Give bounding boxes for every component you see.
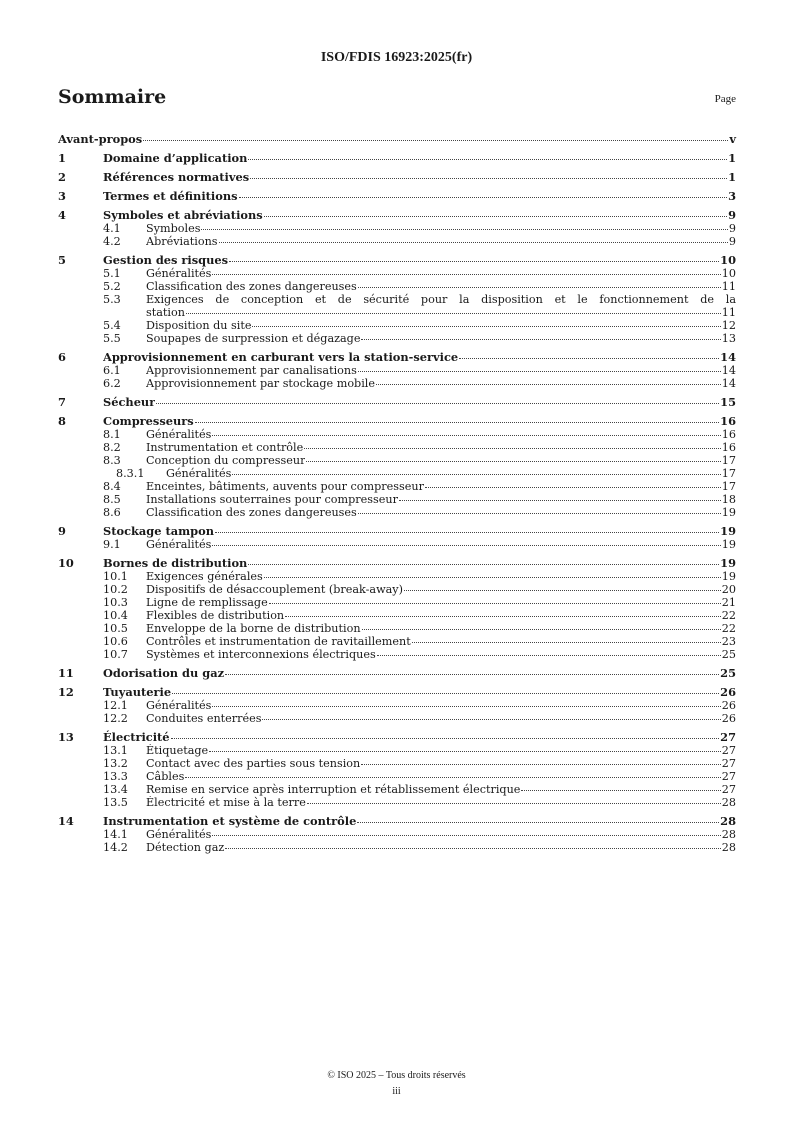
toc-subentry-number: 13.5: [103, 796, 128, 809]
toc-entry[interactable]: [58, 414, 736, 428]
toc-section: [58, 814, 736, 854]
toc-subentry-number: 10.3: [103, 596, 128, 609]
toc-entry-page: 14: [720, 350, 736, 364]
toc-subentry-number: 9.1: [103, 538, 121, 551]
toc-subentry[interactable]: [58, 293, 736, 319]
toc-subentry-number: 8.6: [103, 506, 121, 519]
toc-subentry-label: Généralités: [166, 467, 232, 480]
toc-leader-dots: [248, 564, 719, 565]
toc-leader-dots: [239, 197, 728, 198]
toc-subentry-label: Approvisionnement par stockage mobile: [146, 377, 375, 390]
toc-subentry-number: 5.5: [103, 332, 121, 345]
toc-subentry-label: Enceintes, bâtiments, auvents pour compresseur: [146, 480, 424, 493]
toc-subentry-label: Conception du compresseur: [146, 454, 306, 467]
toc-subentry-label-continued: station: [146, 306, 185, 319]
toc-subentry-page: 14: [721, 377, 736, 390]
toc-subentry-line: [58, 306, 736, 319]
toc-subentry-page: 28: [721, 796, 736, 809]
toc-subentry-page: 19: [721, 538, 736, 551]
toc-entry-label: Tuyauterie: [103, 685, 172, 699]
toc-subentry-label: Conduites enterrées: [146, 712, 262, 725]
toc-leader-dots: [306, 461, 720, 462]
toc-subentry-label: Classification des zones dangereuses: [146, 506, 357, 519]
toc-subentry[interactable]: [58, 828, 736, 841]
toc-leader-dots: [172, 693, 719, 694]
toc-subentry-label: Soupapes de surpression et dégazage: [146, 332, 361, 345]
toc-entry-number: 10: [58, 556, 74, 570]
toc-section: [58, 556, 736, 661]
toc-subentry-number: 14.2: [103, 841, 128, 854]
toc-leader-dots: [143, 140, 728, 141]
toc-leader-dots: [209, 751, 721, 752]
toc-entry-label: Instrumentation et système de contrôle: [103, 814, 357, 828]
toc-entry[interactable]: [58, 685, 736, 699]
toc-section: [58, 395, 736, 409]
toc-subentry-page: 28: [721, 828, 736, 841]
copyright-notice: © ISO 2025 – Tous droits réservés: [327, 1070, 466, 1081]
page-title: Sommaire: [58, 86, 167, 108]
toc-entry-label: Compresseurs: [103, 414, 194, 428]
toc-subentry-number: 8.5: [103, 493, 121, 506]
toc-subentry-label: Généralités: [146, 428, 212, 441]
toc-entry[interactable]: [58, 132, 736, 146]
toc-section: [58, 132, 736, 146]
toc-subentry-page: 23: [721, 635, 736, 648]
toc-subentry-label: Exigences générales: [146, 570, 263, 583]
toc-leader-dots: [219, 242, 728, 243]
toc-subentry[interactable]: [58, 480, 736, 493]
toc-entry-number: 2: [58, 170, 66, 184]
toc-subentry[interactable]: [58, 583, 736, 596]
toc-subentry-page: 26: [721, 699, 736, 712]
toc-entry-number: 12: [58, 685, 74, 699]
toc-leader-dots: [248, 159, 727, 160]
toc-subentry-label: Exigences de conception et de sécurité pour la disposition et le fonctionnement de la: [146, 293, 736, 306]
toc-leader-dots: [358, 513, 721, 514]
toc-subentry[interactable]: [58, 744, 736, 757]
toc-subentry-label: Généralités: [146, 828, 212, 841]
toc-subentry[interactable]: [58, 235, 736, 248]
toc-subentry-label: Installations souterraines pour compresseur: [146, 493, 398, 506]
toc-entry[interactable]: [58, 170, 736, 184]
toc-subentry-number: 13.3: [103, 770, 128, 783]
toc-leader-dots: [262, 719, 720, 720]
toc-leader-dots: [459, 358, 719, 359]
toc-leader-dots: [304, 448, 721, 449]
toc-subentry[interactable]: [58, 648, 736, 661]
toc-entry-number: 11: [58, 666, 74, 680]
toc-subentry-number: 12.2: [103, 712, 128, 725]
toc-leader-dots: [195, 422, 719, 423]
toc-entry-page: 28: [720, 814, 736, 828]
toc-entry-page: 27: [720, 730, 736, 744]
toc-subentry-label: Disposition du site: [146, 319, 252, 332]
toc-subentry[interactable]: [58, 267, 736, 280]
toc-leader-dots: [425, 487, 721, 488]
toc-leader-dots: [212, 435, 720, 436]
toc-subentry-page: 20: [721, 583, 736, 596]
toc-section: [58, 170, 736, 184]
toc-entry-page: 26: [720, 685, 736, 699]
toc-subentry-page: 22: [721, 622, 736, 635]
toc-leader-dots: [232, 474, 720, 475]
toc-entry-number: 7: [58, 395, 66, 409]
toc-leader-dots: [269, 603, 721, 604]
toc-entry[interactable]: [58, 208, 736, 222]
toc-leader-dots: [404, 590, 721, 591]
toc-subentry[interactable]: [58, 699, 736, 712]
toc-subentry-page: 19: [721, 570, 736, 583]
toc-subentry-label: Détection gaz: [146, 841, 225, 854]
toc-entry[interactable]: [58, 189, 736, 203]
toc-subentry-page: 27: [721, 770, 736, 783]
toc-subentry-label: Câbles: [146, 770, 185, 783]
toc-subentry[interactable]: [58, 596, 736, 609]
toc-leader-dots: [361, 339, 720, 340]
toc-leader-dots: [412, 642, 721, 643]
toc-leader-dots: [285, 616, 721, 617]
toc-subentry-line: [58, 293, 736, 306]
toc-entry[interactable]: [58, 151, 736, 165]
toc-leader-dots: [212, 545, 720, 546]
toc-leader-dots: [212, 274, 720, 275]
toc-subentry[interactable]: [58, 770, 736, 783]
toc-subentry-number: 12.1: [103, 699, 128, 712]
toc-entry[interactable]: [58, 730, 736, 744]
toc-subentry-page: 11: [721, 306, 736, 319]
toc-leader-dots: [521, 790, 720, 791]
toc-subentry-label: Contact avec des parties sous tension: [146, 757, 361, 770]
toc-subentry-page: 14: [721, 364, 736, 377]
toc-leader-dots: [377, 655, 721, 656]
toc-leader-dots: [361, 764, 721, 765]
toc-subentry-label: Étiquetage: [146, 744, 209, 757]
toc-subentry-page: 17: [721, 480, 736, 493]
toc-entry-number: 9: [58, 524, 66, 538]
toc-subentry-label: Systèmes et interconnexions électriques: [146, 648, 376, 661]
toc-subentry-label: Électricité et mise à la terre: [146, 796, 306, 809]
toc-subentry-number: 10.6: [103, 635, 128, 648]
toc-entry-label: Bornes de distribution: [103, 556, 248, 570]
toc-subentry-page: 16: [721, 428, 736, 441]
toc-subentry-number: 10.5: [103, 622, 128, 635]
toc-entry[interactable]: [58, 395, 736, 409]
toc-section: [58, 208, 736, 248]
toc-subentry-label: Instrumentation et contrôle: [146, 441, 304, 454]
page-column-label: Page: [714, 93, 736, 105]
toc-subentry-page: 17: [721, 467, 736, 480]
toc-subentry-number: 6.1: [103, 364, 121, 377]
toc-subentry-number: 4.1: [103, 222, 121, 235]
toc-subentry-page: 22: [721, 609, 736, 622]
toc-leader-dots: [264, 577, 721, 578]
toc-entry-number: 1: [58, 151, 66, 165]
toc-subentry-label: Généralités: [146, 267, 212, 280]
toc-entry-number: 4: [58, 208, 66, 222]
toc-subentry-number: 14.1: [103, 828, 128, 841]
toc-entry-page: 3: [728, 189, 736, 203]
toc-subentry-label: Contrôles et instrumentation de ravitaillement: [146, 635, 411, 648]
toc-leader-dots: [186, 313, 721, 314]
toc-leader-dots: [357, 822, 719, 823]
toc-entry-label: Gestion des risques: [103, 253, 229, 267]
toc-leader-dots: [156, 403, 719, 404]
toc-entry-number: 6: [58, 350, 66, 364]
toc-entry-label: Domaine d’application: [103, 151, 248, 165]
toc-subentry[interactable]: [58, 467, 736, 480]
toc-entry[interactable]: [58, 253, 736, 267]
toc-subentry[interactable]: [58, 506, 736, 519]
toc-subentry[interactable]: [58, 635, 736, 648]
toc-subentry[interactable]: [58, 364, 736, 377]
title-row: [58, 86, 736, 112]
toc-subentry-number: 8.4: [103, 480, 121, 493]
toc-entry-label: Avant-propos: [58, 132, 143, 146]
toc-section: [58, 151, 736, 165]
toc-entry-number: 3: [58, 189, 66, 203]
toc-entry-label: Termes et définitions: [103, 189, 238, 203]
toc-entry[interactable]: [58, 814, 736, 828]
toc-leader-dots: [171, 738, 720, 739]
toc-entry-page: 25: [720, 666, 736, 680]
toc-subentry-label: Dispositifs de désaccouplement (break-away): [146, 583, 403, 596]
toc-entry-label: Stockage tampon: [103, 524, 215, 538]
toc-subentry-page: 25: [721, 648, 736, 661]
toc-subentry-number: 5.4: [103, 319, 121, 332]
toc-entry-label: Odorisation du gaz: [103, 666, 225, 680]
toc-subentry-number: 4.2: [103, 235, 121, 248]
toc-entry-label: Approvisionnement en carburant vers la station-service: [103, 350, 459, 364]
toc-leader-dots: [250, 178, 727, 179]
toc-entry-page: 10: [720, 253, 736, 267]
toc-subentry-label: Remise en service après interruption et rétablissement électrique: [146, 783, 521, 796]
toc-subentry-number: 5.2: [103, 280, 121, 293]
toc-entry-label: Sécheur: [103, 395, 156, 409]
toc-subentry-number: 6.2: [103, 377, 121, 390]
toc-subentry[interactable]: [58, 622, 736, 635]
toc-entry-page: 19: [720, 556, 736, 570]
toc-leader-dots: [229, 261, 719, 262]
toc-subentry-page: 18: [721, 493, 736, 506]
toc-subentry-number: 13.4: [103, 783, 128, 796]
toc-subentry-page: 9: [728, 222, 736, 235]
toc-subentry-label: Approvisionnement par canalisations: [146, 364, 357, 377]
toc-entry-label: Symboles et abréviations: [103, 208, 263, 222]
toc-subentry-number: 8.1: [103, 428, 121, 441]
toc-subentry[interactable]: [58, 332, 736, 345]
toc-subentry-number: 10.4: [103, 609, 128, 622]
toc-subentry-page: 27: [721, 744, 736, 757]
toc-entry-number: 5: [58, 253, 66, 267]
toc-subentry-page: 13: [721, 332, 736, 345]
toc-subentry-page: 11: [721, 280, 736, 293]
toc-subentry-label: Classification des zones dangereuses: [146, 280, 357, 293]
toc-subentry[interactable]: [58, 538, 736, 551]
toc-subentry-number: 8.2: [103, 441, 121, 454]
toc-entry[interactable]: [58, 556, 736, 570]
toc-subentry-page: 19: [721, 506, 736, 519]
toc-subentry-label: Symboles: [146, 222, 201, 235]
toc-subentry[interactable]: [58, 841, 736, 854]
page-number: iii: [392, 1086, 401, 1097]
toc-leader-dots: [201, 229, 727, 230]
toc-subentry-page: 28: [721, 841, 736, 854]
toc-section: [58, 189, 736, 203]
toc-leader-dots: [212, 706, 720, 707]
toc-subentry-page: 10: [721, 267, 736, 280]
toc-subentry-number: 10.1: [103, 570, 128, 583]
toc-entry-page: 1: [728, 170, 736, 184]
toc-section: [58, 666, 736, 680]
toc-subentry[interactable]: [58, 222, 736, 235]
toc-section: [58, 524, 736, 551]
toc-subentry-page: 27: [721, 757, 736, 770]
toc-subentry[interactable]: [58, 493, 736, 506]
toc-subentry-number: 10.7: [103, 648, 128, 661]
toc-subentry[interactable]: [58, 796, 736, 809]
toc-entry-page: 15: [720, 395, 736, 409]
toc-section: [58, 350, 736, 390]
toc-subentry[interactable]: [58, 280, 736, 293]
toc-subentry-page: 9: [728, 235, 736, 248]
toc-subentry[interactable]: [58, 783, 736, 796]
toc-subentry[interactable]: [58, 712, 736, 725]
toc-subentry-label: Généralités: [146, 699, 212, 712]
toc-subentry-label: Généralités: [146, 538, 212, 551]
toc-subentry-number: 8.3: [103, 454, 121, 467]
toc-subentry-label: Ligne de remplissage: [146, 596, 268, 609]
toc-leader-dots: [225, 848, 720, 849]
toc-entry-number: 8: [58, 414, 66, 428]
toc-entry[interactable]: [58, 666, 736, 680]
toc-leader-dots: [252, 326, 720, 327]
toc-leader-dots: [307, 803, 721, 804]
page-footer: [0, 1068, 793, 1100]
toc-leader-dots: [225, 674, 719, 675]
toc-entry-page: 9: [728, 208, 736, 222]
toc-subentry-number: 5.1: [103, 267, 121, 280]
toc-subentry-label: Abréviations: [146, 235, 218, 248]
toc-subentry-page: 21: [721, 596, 736, 609]
toc-entry-label: Références normatives: [103, 170, 250, 184]
toc-entry-number: 13: [58, 730, 74, 744]
toc-section: [58, 730, 736, 809]
toc-leader-dots: [185, 777, 720, 778]
toc-entry-page: 19: [720, 524, 736, 538]
toc-leader-dots: [264, 216, 727, 217]
toc-subentry-number: 5.3: [103, 293, 121, 306]
toc-entry[interactable]: [58, 350, 736, 364]
toc-leader-dots: [212, 835, 720, 836]
toc-leader-dots: [376, 384, 721, 385]
toc-entry-label: Électricité: [103, 730, 170, 744]
toc-entry-page: 16: [720, 414, 736, 428]
toc-subentry[interactable]: [58, 454, 736, 467]
toc-section: [58, 414, 736, 519]
toc-subentry[interactable]: [58, 319, 736, 332]
toc-entry[interactable]: [58, 524, 736, 538]
table-of-contents: [58, 132, 736, 859]
toc-entry-page: 1: [728, 151, 736, 165]
toc-subentry-label: Enveloppe de la borne de distribution: [146, 622, 361, 635]
toc-leader-dots: [362, 629, 721, 630]
toc-subentry-page: 12: [721, 319, 736, 332]
toc-subentry-page: 26: [721, 712, 736, 725]
toc-subentry-page: 27: [721, 783, 736, 796]
toc-subentry-label: Flexibles de distribution: [146, 609, 285, 622]
toc-leader-dots: [215, 532, 719, 533]
toc-leader-dots: [358, 371, 721, 372]
toc-subentry-number: 10.2: [103, 583, 128, 596]
toc-subentry-page: 17: [721, 454, 736, 467]
toc-subentry-page: 16: [721, 441, 736, 454]
toc-leader-dots: [358, 287, 721, 288]
toc-section: [58, 253, 736, 345]
toc-subentry[interactable]: [58, 377, 736, 390]
toc-leader-dots: [399, 500, 721, 501]
toc-section: [58, 685, 736, 725]
toc-subentry-number: 13.1: [103, 744, 128, 757]
toc-subentry[interactable]: [58, 757, 736, 770]
toc-subentry[interactable]: [58, 441, 736, 454]
toc-subentry-number: 13.2: [103, 757, 128, 770]
toc-entry-page: v: [729, 132, 736, 146]
toc-subentry[interactable]: [58, 428, 736, 441]
toc-subentry[interactable]: [58, 570, 736, 583]
toc-entry-number: 14: [58, 814, 74, 828]
document-id-header: ISO/FDIS 16923:2025(fr): [320, 50, 473, 65]
toc-subentry-number: 8.3.1: [116, 467, 145, 480]
toc-subentry[interactable]: [58, 609, 736, 622]
